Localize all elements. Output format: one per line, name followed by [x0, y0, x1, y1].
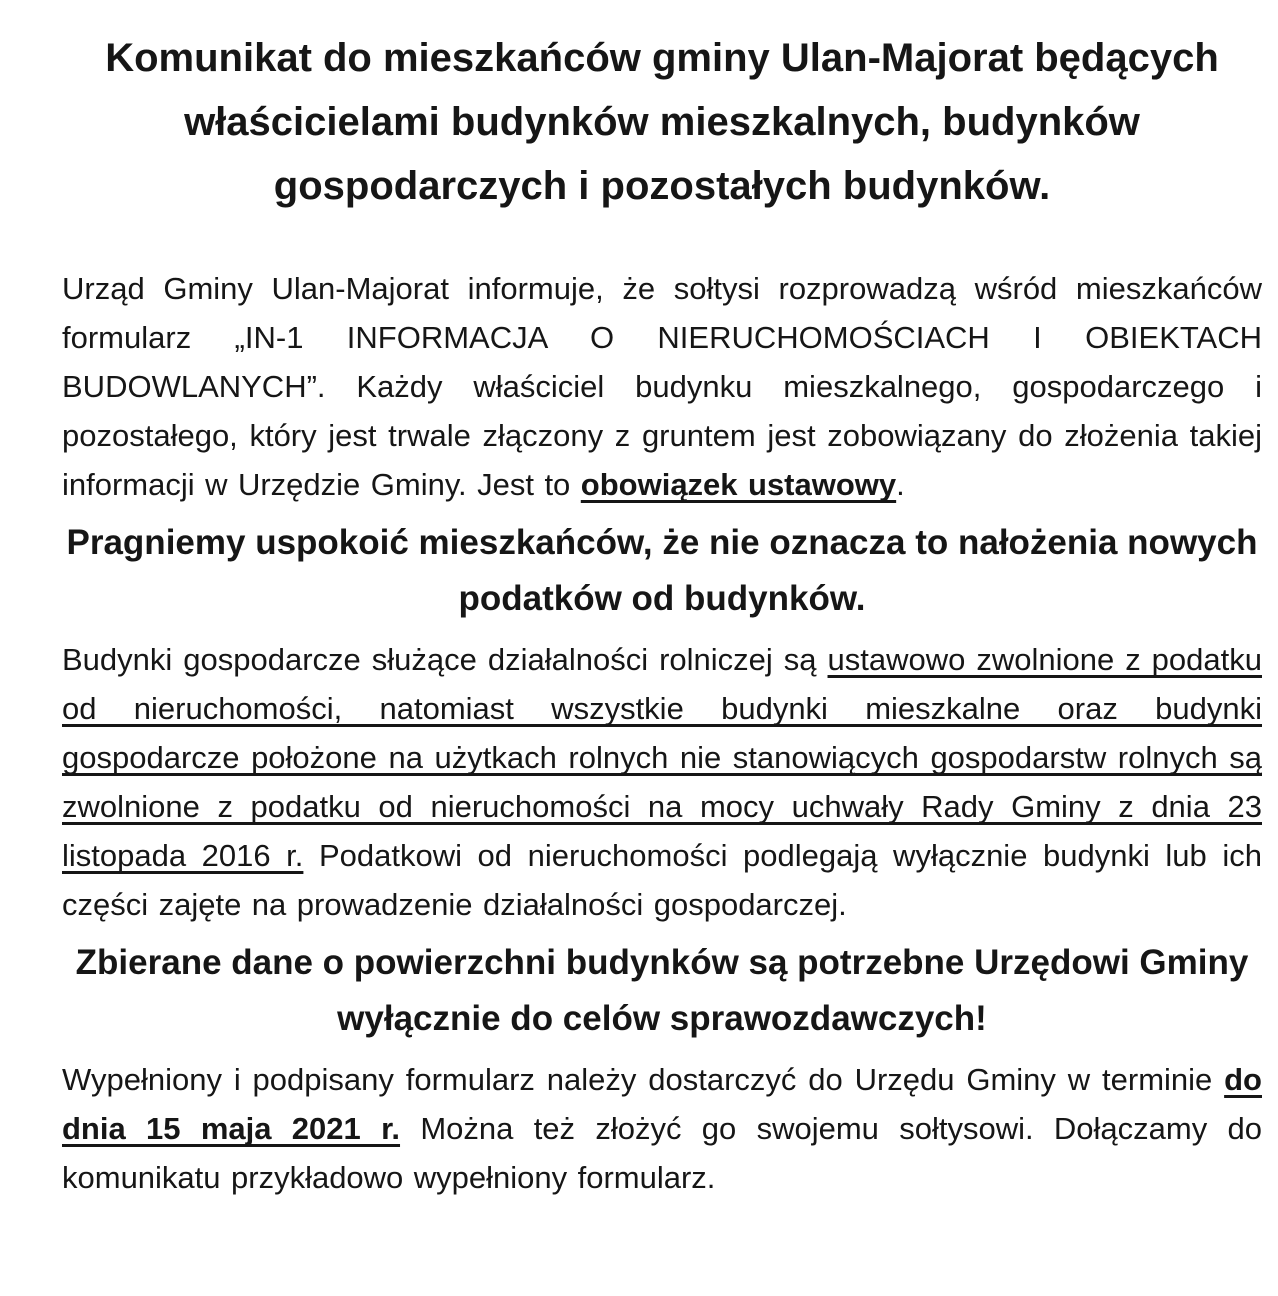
text-segment: Wypełniony i podpisany formularz należy dostarczyć do Urzędu Gminy w terminie: [62, 1062, 1225, 1097]
text-segment: .: [896, 467, 905, 502]
text-segment: Pragniemy uspokoić mieszkańców, że nie oznacza to nałożenia nowych podatków od budynków.: [66, 523, 1258, 618]
emphasized-text: ustawowo zwolnione z podatku od nieruchomości, natomiast wszystkie budynki mieszkalne oraz budynki gospodarcze położone na użytkach rolnych nie stanowiących gospodarstw rolnych są zwolnione z podatku od nieruchomości na mocy uchwały Rady Gminy z dnia 23 listopada 2016 r.: [62, 642, 1262, 873]
text-segment: Urząd Gminy Ulan-Majorat informuje, że sołtysi rozprowadzą wśród mieszkańców formularz „IN-1 INFORMACJA O NIERUCHOMOŚCIACH I OBIEKTACH BUDOWLANYCH”. Każdy właściciel budynku mieszkalnego, gospodarczego i pozostałego, który jest trwale złączony z gruntem jest zobowiązany do złożenia takiej informacji w Urzędzie Gminy. Jest to: [62, 271, 1262, 502]
text-segment: Zbierane dane o powierzchni budynków są potrzebne Urzędowi Gminy wyłącznie do celów sprawozdawczych!: [75, 943, 1249, 1038]
emphasized-text: do dnia 15 maja 2021 r.: [62, 1062, 1262, 1146]
page-title: Komunikat do mieszkańców gminy Ulan-Majorat będących właścicielami budynków mieszkalnych, budynków gospodarczych i pozostałych budynków.: [105, 36, 1219, 208]
text-segment: Budynki gospodarcze służące działalności rolniczej są: [62, 642, 828, 677]
text-segment: Podatkowi od nieruchomości podlegają wyłącznie budynki lub ich części zajęte na prowadzenie działalności gospodarczej.: [62, 838, 1262, 922]
body-paragraph: [62, 635, 1262, 929]
body-paragraph: [62, 264, 1262, 509]
section-heading: [62, 515, 1262, 627]
body-paragraph: [62, 1055, 1262, 1202]
text-segment: Można też złożyć go swojemu sołtysowi. Dołączamy do komunikatu przykładowo wypełniony formularz.: [62, 1111, 1262, 1195]
section-heading: [62, 935, 1262, 1047]
document-body: [62, 264, 1262, 1202]
emphasized-text: obowiązek ustawowy: [580, 467, 897, 502]
